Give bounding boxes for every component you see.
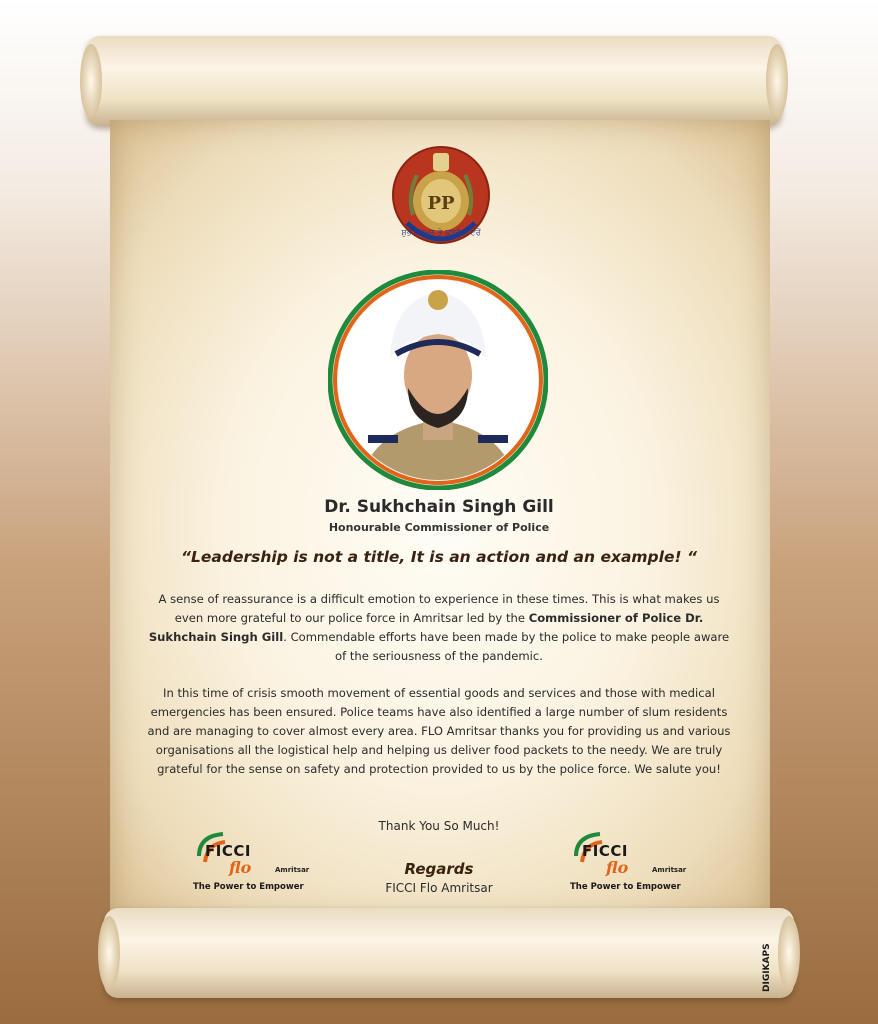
- ficci-flo-logo: [570, 828, 700, 898]
- scroll-roll-end: [98, 916, 120, 990]
- paragraph-2: In this time of crisis smooth movement of essential goods and services and those with medical emergencies has been ensured. Police teams have also identified a large number of slum residents and are managing to cover almost every area. FLO Amritsar thanks you for providing us and various organisations all the logistical help and helping us deliver food packets to the needy. We are truly grateful for the sense on safety and protection provided to us by the police force. We salute you!: [147, 686, 731, 776]
- paragraph-1-text-end: . Commendable efforts have been made by the police to make people aware of the seriousness of the pandemic.: [283, 630, 730, 663]
- paragraph-1-bold: Commissioner of Police Dr. Sukhchain Singh Gill: [148, 611, 704, 644]
- emblem-motto: ਸ਼ੁਭ ਕਰਮਨ ਤੇ ਕਬਹੂੰ ਨ ਟਰੋਂ: [401, 228, 481, 237]
- organisation-name: FICCI Flo Amritsar: [385, 881, 493, 895]
- logo-ficci-text: FICCI: [205, 842, 251, 860]
- leadership-quote: “Leadership is not a title, It is an action and an example! “: [181, 548, 697, 566]
- scroll-top-roll: [86, 36, 782, 126]
- logo-ficci-text: FICCI: [582, 842, 628, 860]
- person-title: Honourable Commissioner of Police: [328, 521, 550, 534]
- scroll-roll-end: [766, 44, 788, 118]
- logo-flo-text: flo: [229, 858, 252, 877]
- paragraph-1: [146, 590, 732, 666]
- commissioner-portrait: [328, 270, 548, 490]
- paragraph-1-text: A sense of reassurance is a difficult emotion to experience in these times. This is what makes us even more grateful to our police force in Amritsar led by the: [158, 592, 720, 625]
- logo-tagline: The Power to Empower: [193, 882, 304, 892]
- ficci-flo-logo: [193, 828, 323, 898]
- logo-flo-text: flo: [606, 858, 629, 877]
- logo-tagline: The Power to Empower: [570, 882, 681, 892]
- svg-text:PP: PP: [427, 193, 455, 214]
- scroll-roll-end: [80, 44, 102, 118]
- logo-city-text: Amritsar: [275, 866, 310, 874]
- person-name: Dr. Sukhchain Singh Gill: [324, 497, 554, 517]
- thank-you-text: Thank You So Much!: [378, 819, 500, 833]
- logo-city-text: Amritsar: [652, 866, 687, 874]
- scroll-bottom-roll: [104, 908, 794, 998]
- watermark: DIGIKAPS: [762, 943, 772, 992]
- regards-text: Regards: [404, 860, 474, 878]
